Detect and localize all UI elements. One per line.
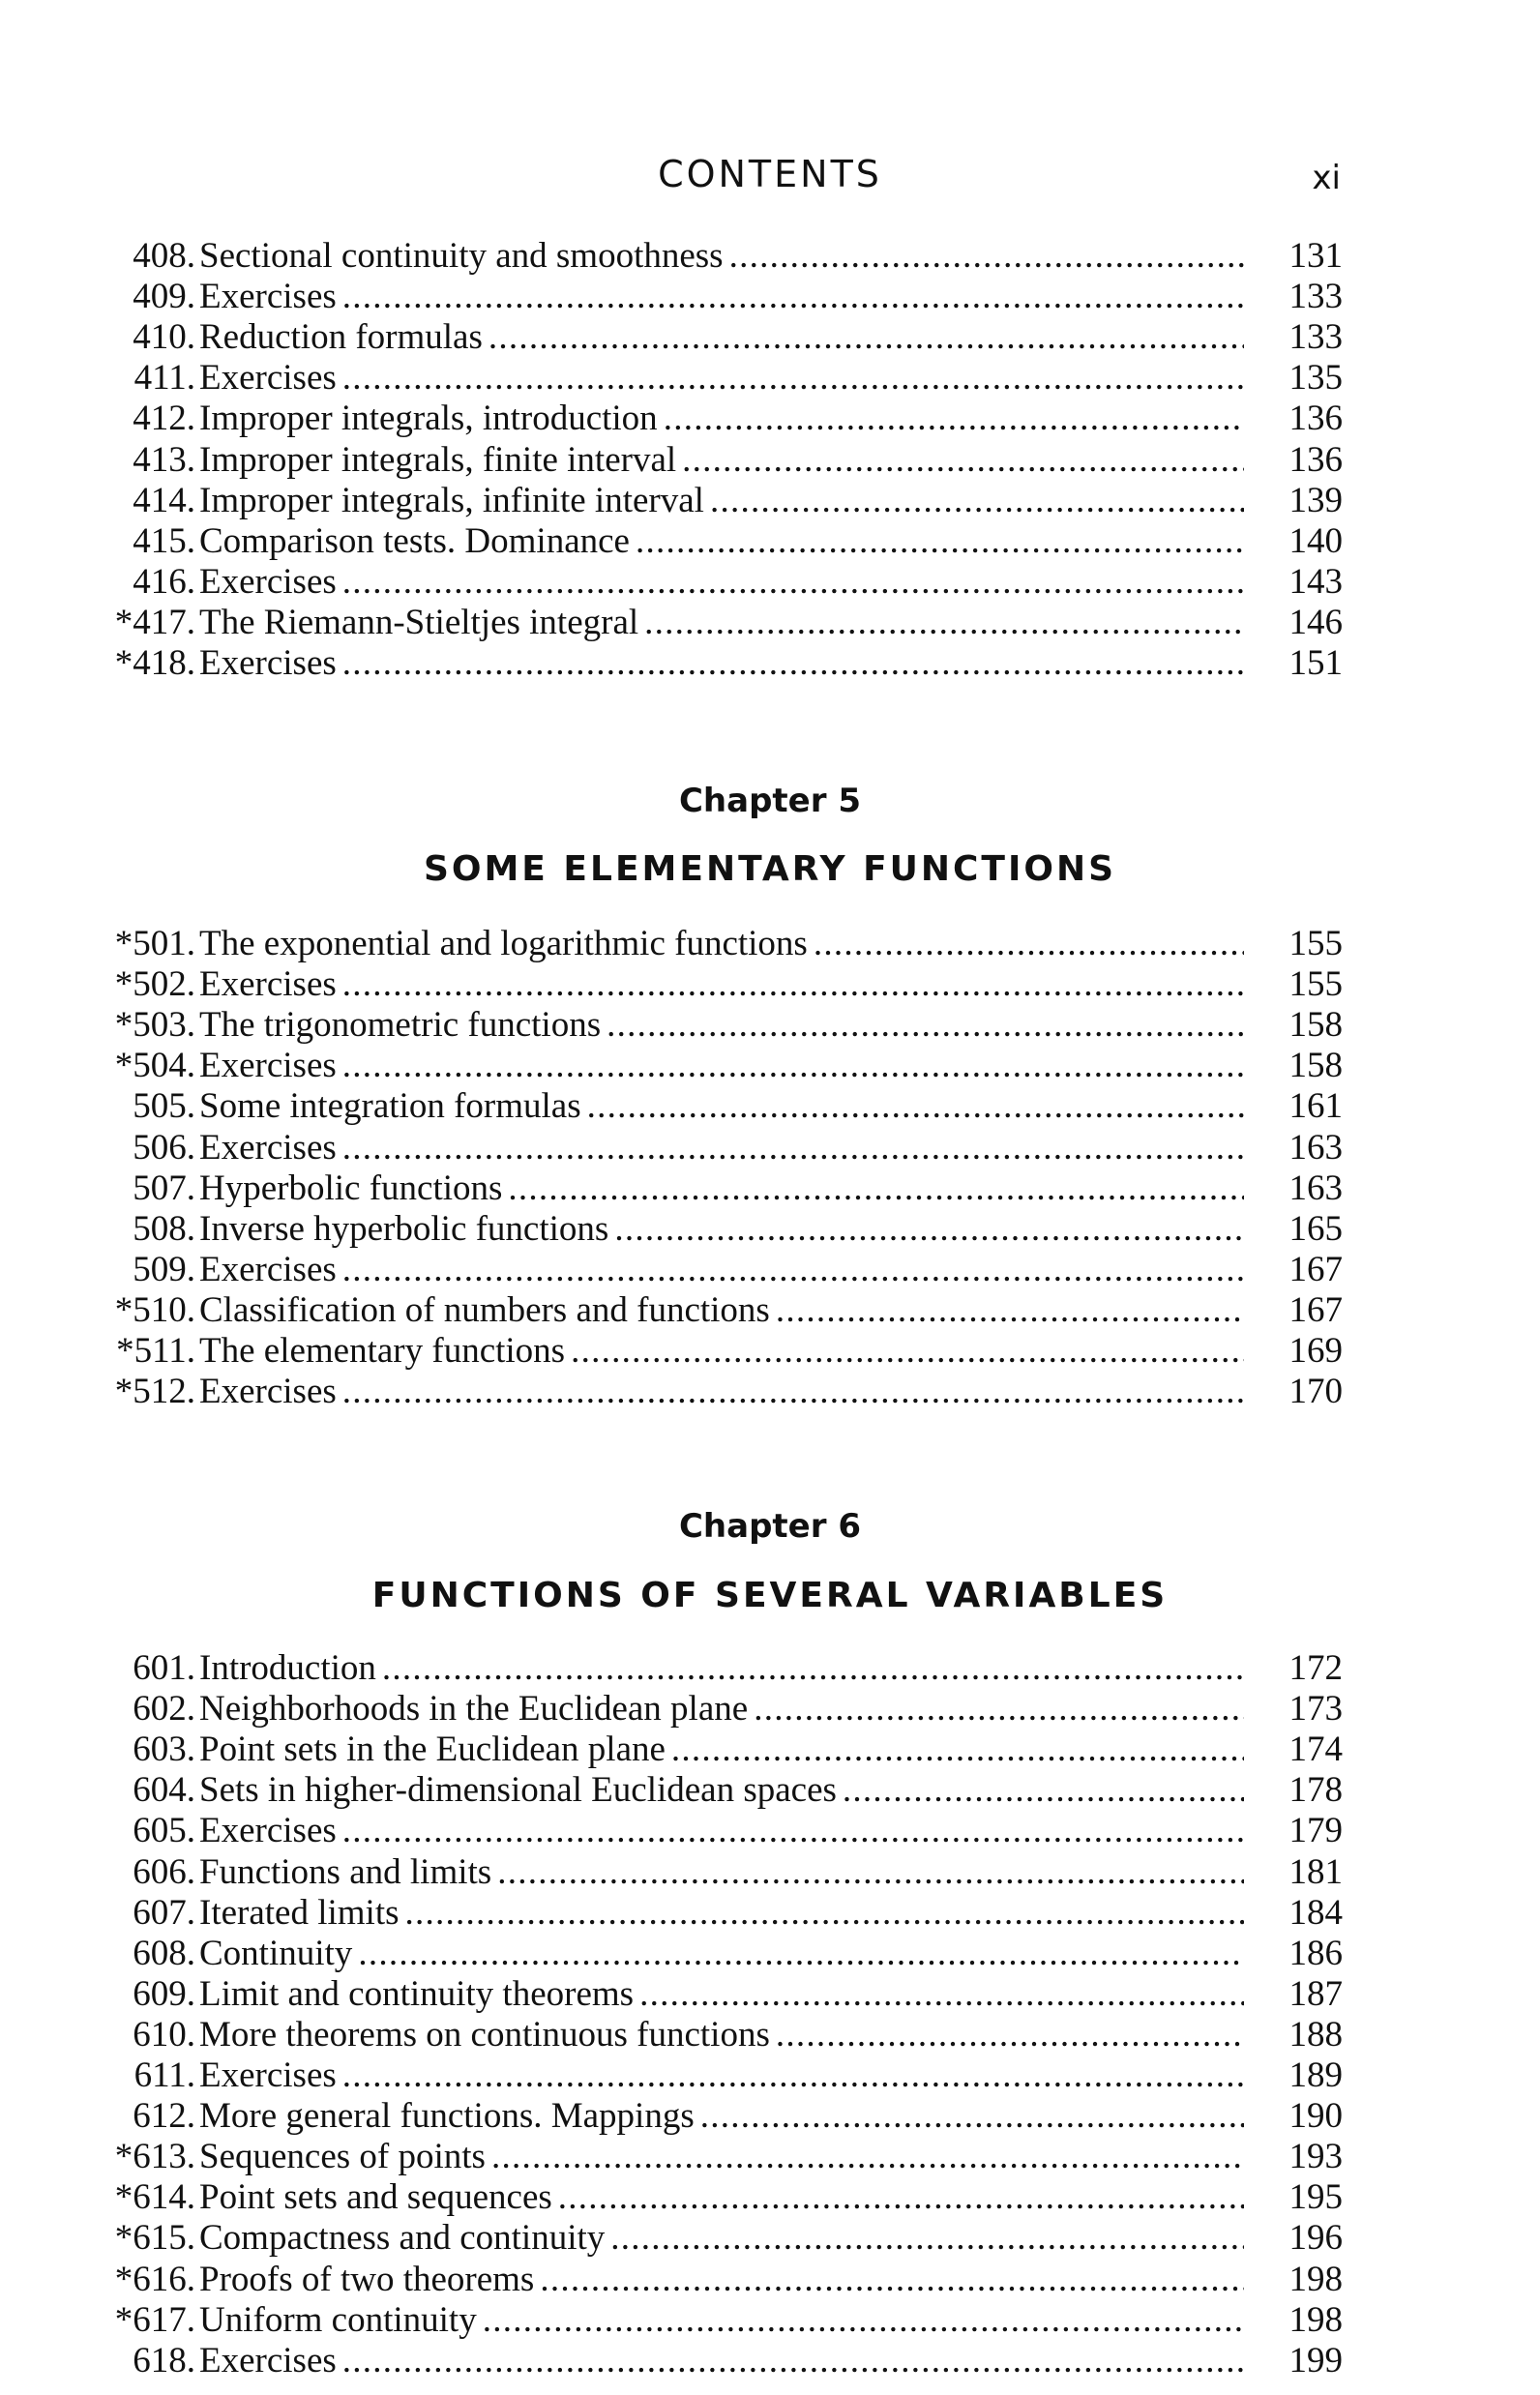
entry-title-with-leader [199,562,1244,603]
page-reference: 193 [1288,2137,1343,2177]
entry-title-with-leader [199,1934,1244,1974]
page-reference: 165 [1288,1208,1343,1249]
dot-leader [644,603,1244,643]
page-reference: 133 [1288,317,1343,358]
entry-title-with-leader [199,1005,1244,1046]
section-title: Exercises [199,1372,337,1412]
section-number: 601. [133,1648,195,1688]
section-title: Reduction formulas [199,317,483,358]
page-reference: 167 [1288,1249,1343,1289]
section-title: Classification of numbers and functions [199,1289,770,1330]
toc-entry [0,643,1540,684]
chapter-label: Chapter 6 [678,1507,861,1546]
entry-title-with-leader [199,1974,1244,2015]
page-reference: 188 [1288,2014,1343,2055]
toc-entry [0,1005,1540,1046]
toc-entry [0,1852,1540,1893]
dot-leader [489,317,1244,358]
dot-leader [358,1934,1244,1974]
section-number: 611. [133,2055,195,2095]
section-title: Iterated limits [199,1892,400,1933]
section-number: 608. [133,1933,195,1973]
dot-leader [607,1005,1244,1046]
page-reference: 172 [1288,1648,1343,1688]
section-title: Continuity [199,1933,353,1973]
page-reference: 198 [1288,2299,1343,2340]
section-title: Exercises [199,561,337,602]
section-number: 610. [133,2014,195,2055]
dot-leader [497,1852,1244,1893]
dot-leader [405,1893,1244,1934]
toc-entry [0,924,1540,964]
dot-leader [814,924,1244,964]
entry-title-with-leader [199,1893,1244,1934]
dot-leader [636,521,1244,562]
section-title: Sectional continuity and smoothness [199,236,724,276]
dot-leader [700,2096,1244,2137]
entry-title-with-leader [199,1689,1244,1730]
section-title: More theorems on continuous functions [199,2014,770,2055]
section-number: 505. [133,1086,195,1127]
entry-title-with-leader [199,1128,1244,1168]
entry-title-with-leader [199,481,1244,521]
toc-entry [0,1974,1540,2015]
dot-leader [664,399,1244,439]
page-reference: 135 [1288,358,1343,399]
section-number: 508. [133,1208,195,1249]
toc-entry [0,964,1540,1005]
dot-leader [508,1168,1244,1209]
page-reference: 186 [1288,1933,1343,1973]
entry-title-with-leader [199,1852,1244,1893]
dot-leader [342,562,1244,603]
page-reference: 146 [1288,602,1343,642]
page-reference: 190 [1288,2096,1343,2137]
dot-leader [342,964,1244,1005]
section-number: 609. [133,1973,195,2014]
entry-title-with-leader [199,1168,1244,1209]
entry-title-with-leader [199,440,1244,481]
section-title: Exercises [199,277,337,317]
toc-entry [0,317,1540,358]
page-reference: 139 [1288,480,1343,520]
section-number: *418. [114,643,195,683]
section-title: Exercises [199,643,337,683]
section-number: *512. [114,1372,195,1412]
entry-title-with-leader [199,1209,1244,1250]
entry-title-with-leader [199,358,1244,399]
page-reference: 155 [1288,964,1343,1005]
page-reference: 163 [1288,1168,1343,1208]
section-number: 412. [133,399,195,439]
toc-entry [0,603,1540,643]
toc-entry [0,1934,1540,1974]
entry-title-with-leader [199,317,1244,358]
section-number: *614. [114,2177,195,2218]
section-number: *613. [114,2137,195,2177]
entry-title-with-leader [199,1250,1244,1290]
section-number: 618. [133,2340,195,2380]
page-reference: 184 [1288,1892,1343,1933]
entry-title-with-leader [199,1811,1244,1851]
toc-entry [0,1770,1540,1811]
toc-entry [0,1168,1540,1209]
toc-entry [0,2096,1540,2137]
page-reference: 151 [1288,643,1343,683]
section-title: Hyperbolic functions [199,1168,503,1208]
page-reference: 143 [1288,561,1343,602]
section-title: Exercises [199,1127,337,1168]
toc-entry [0,399,1540,439]
entry-title-with-leader [199,2218,1244,2259]
dot-leader [342,1128,1244,1168]
section-number: *504. [114,1046,195,1086]
section-title: Inverse hyperbolic functions [199,1208,609,1249]
toc-entry [0,440,1540,481]
section-number: *503. [114,1005,195,1046]
section-title: Point sets and sequences [199,2177,552,2218]
entry-title-with-leader [199,277,1244,317]
dot-leader [610,2218,1244,2259]
section-number: 409. [133,277,195,317]
page-reference: 187 [1288,1973,1343,2014]
page-reference: 169 [1288,1331,1343,1371]
toc-entry [0,1648,1540,1689]
page-reference: 155 [1288,924,1343,963]
page-reference: 167 [1288,1289,1343,1330]
page-number: xi [1312,159,1341,197]
section-number: *501. [114,924,195,963]
toc-entry [0,2177,1540,2218]
dot-leader [587,1086,1244,1127]
page-reference: 179 [1288,1811,1343,1851]
toc-entry [0,277,1540,317]
section-title: Improper integrals, finite interval [199,439,677,480]
toc-entry [0,1893,1540,1934]
chapter-label: Chapter 5 [678,782,861,820]
entry-title-with-leader [199,1331,1244,1372]
page-reference: 199 [1288,2340,1343,2380]
dot-leader [571,1331,1244,1372]
dot-leader [776,2015,1244,2055]
section-number: *510. [114,1289,195,1330]
toc-entry [0,1046,1540,1086]
page-reference: 196 [1288,2218,1343,2259]
section-number: *615. [114,2218,195,2259]
page-reference: 170 [1288,1372,1343,1412]
toc-entry [0,236,1540,277]
section-title: The exponential and logarithmic functions [199,924,808,963]
page-reference: 181 [1288,1851,1343,1892]
section-title: Comparison tests. Dominance [199,520,630,561]
section-title: The trigonometric functions [199,1005,602,1046]
page-reference: 195 [1288,2177,1343,2218]
dot-leader [614,1209,1244,1250]
entry-title-with-leader [199,1648,1244,1689]
section-title: Exercises [199,964,337,1005]
dot-leader [729,236,1244,277]
entry-title-with-leader [199,2055,1244,2096]
dot-leader [540,2260,1244,2300]
section-number: *617. [114,2299,195,2340]
section-number: 605. [133,1811,195,1851]
dot-leader [639,1974,1244,2015]
section-title: The elementary functions [199,1331,566,1371]
entry-title-with-leader [199,1372,1244,1412]
toc-entry [0,358,1540,399]
dot-leader [342,1372,1244,1412]
section-number: *511. [116,1331,195,1371]
section-number: 602. [133,1689,195,1730]
section-number: 410. [133,317,195,358]
dot-leader [342,1250,1244,1290]
toc-entry [0,1730,1540,1770]
toc-entry [0,2341,1540,2381]
toc-entry [0,521,1540,562]
chapter-title: SOME ELEMENTARY FUNCTIONS [423,849,1117,889]
section-title: Functions and limits [199,1851,492,1892]
toc-entry [0,2218,1540,2259]
dot-leader [483,2300,1244,2341]
section-number: 509. [133,1249,195,1289]
section-title: Exercises [199,358,337,399]
section-number: 607. [133,1892,195,1933]
entry-title-with-leader [199,2300,1244,2341]
section-title: Proofs of two theorems [199,2259,535,2299]
dot-leader [382,1648,1244,1689]
section-title: Exercises [199,2055,337,2095]
section-title: Exercises [199,1046,337,1086]
section-number: 408. [133,236,195,276]
section-number: 612. [133,2096,195,2137]
toc-entry [0,2260,1540,2300]
dot-leader [776,1290,1244,1331]
page-reference: 161 [1288,1086,1343,1127]
page-reference: 131 [1288,236,1343,276]
dot-leader [754,1689,1244,1730]
toc-entry [0,2015,1540,2055]
page-reference: 198 [1288,2259,1343,2299]
entry-title-with-leader [199,521,1244,562]
page-reference: 189 [1288,2055,1343,2095]
entry-title-with-leader [199,2137,1244,2177]
toc-entry [0,2137,1540,2177]
entry-title-with-leader [199,924,1244,964]
dot-leader [710,481,1244,521]
section-title: Improper integrals, introduction [199,399,658,439]
page-heading: CONTENTS [658,153,882,195]
section-title: Introduction [199,1648,376,1688]
entry-title-with-leader [199,1730,1244,1770]
section-title: Sets in higher-dimensional Euclidean spaces [199,1770,837,1811]
section-number: 415. [133,520,195,561]
chapter-title: FUNCTIONS OF SEVERAL VARIABLES [371,1576,1169,1615]
section-number: 603. [133,1730,195,1770]
running-head [0,153,1540,211]
section-number: 413. [133,439,195,480]
toc-entry [0,2300,1540,2341]
section-number: 411. [133,358,195,399]
toc-entry [0,1128,1540,1168]
section-title: The Riemann-Stieltjes integral [199,602,639,642]
section-title: Sequences of points [199,2137,486,2177]
entry-title-with-leader [199,1046,1244,1086]
entry-title-with-leader [199,1290,1244,1331]
toc-entry [0,1086,1540,1127]
section-title: Neighborhoods in the Euclidean plane [199,1689,749,1730]
dot-leader [342,1811,1244,1851]
page-reference: 140 [1288,520,1343,561]
dot-leader [843,1770,1244,1811]
dot-leader [342,2055,1244,2096]
toc-entry [0,2055,1540,2096]
dot-leader [342,643,1244,684]
section-number: 414. [133,480,195,520]
dot-leader [342,2341,1244,2381]
page-reference: 136 [1288,399,1343,439]
section-number: 604. [133,1770,195,1811]
toc-entry [0,1209,1540,1250]
toc-entry [0,1372,1540,1412]
section-title: Improper integrals, infinite interval [199,480,704,520]
toc-entry [0,1689,1540,1730]
dot-leader [491,2137,1244,2177]
section-number: 507. [133,1168,195,1208]
page-reference: 158 [1288,1005,1343,1046]
toc-entry [0,481,1540,521]
section-number: 606. [133,1851,195,1892]
entry-title-with-leader [199,2096,1244,2137]
dot-leader [682,440,1244,481]
page-reference: 173 [1288,1689,1343,1730]
toc-entry [0,1290,1540,1331]
section-title: Limit and continuity theorems [199,1973,635,2014]
entry-title-with-leader [199,643,1244,684]
dot-leader [558,2177,1244,2218]
page-reference: 158 [1288,1046,1343,1086]
entry-title-with-leader [199,236,1244,277]
section-title: More general functions. Mappings [199,2096,695,2137]
entry-title-with-leader [199,1770,1244,1811]
section-title: Exercises [199,1811,337,1851]
dot-leader [342,358,1244,399]
section-number: *417. [114,602,195,642]
section-title: Some integration formulas [199,1086,581,1127]
page-reference: 136 [1288,439,1343,480]
section-number: *616. [114,2259,195,2299]
entry-title-with-leader [199,2015,1244,2055]
entry-title-with-leader [199,603,1244,643]
section-title: Uniform continuity [199,2299,477,2340]
dot-leader [671,1730,1244,1770]
page-reference: 163 [1288,1127,1343,1168]
entry-title-with-leader [199,2177,1244,2218]
section-title: Exercises [199,1249,337,1289]
toc-entry [0,1250,1540,1290]
entry-title-with-leader [199,964,1244,1005]
dot-leader [342,277,1244,317]
section-title: Compactness and continuity [199,2218,606,2259]
toc-entry [0,1331,1540,1372]
section-number: *502. [114,964,195,1005]
section-number: 416. [133,561,195,602]
toc-entry [0,562,1540,603]
dot-leader [342,1046,1244,1086]
page-reference: 178 [1288,1770,1343,1811]
entry-title-with-leader [199,2260,1244,2300]
section-number: 506. [133,1127,195,1168]
toc-entry [0,1811,1540,1851]
entry-title-with-leader [199,2341,1244,2381]
entry-title-with-leader [199,1086,1244,1127]
section-title: Exercises [199,2340,337,2380]
page-reference: 174 [1288,1730,1343,1770]
entry-title-with-leader [199,399,1244,439]
section-title: Point sets in the Euclidean plane [199,1730,666,1770]
page-reference: 133 [1288,277,1343,317]
